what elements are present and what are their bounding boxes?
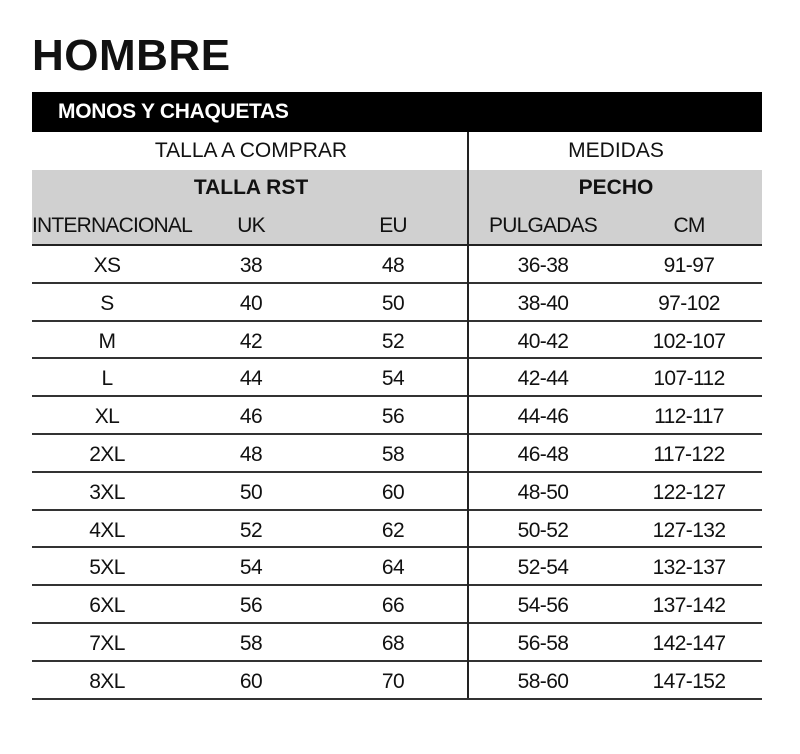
cell-pulgadas: 40-42	[517, 329, 569, 353]
table-row	[32, 397, 762, 435]
cell-internacional: 3XL	[89, 480, 125, 504]
cell-cm: 127-132	[652, 518, 726, 542]
subgroup-header-row	[32, 170, 762, 206]
cell-eu: 66	[381, 594, 405, 618]
cell-eu: 68	[381, 631, 405, 655]
table-row	[32, 511, 762, 549]
table-row	[32, 586, 762, 624]
cell-uk: 58	[239, 631, 263, 655]
cell-eu: 54	[381, 367, 405, 391]
column-group-divider	[467, 132, 469, 698]
cell-eu: 48	[381, 254, 405, 277]
cell-pulgadas: 42-44	[517, 367, 569, 391]
cell-cm: 117-122	[653, 442, 725, 466]
cell-eu: 64	[381, 556, 405, 580]
table-row	[32, 284, 762, 322]
size-table-body	[32, 246, 762, 700]
cell-cm: 142-147	[652, 631, 726, 655]
subgroup-talla-rst: TALLA RST	[193, 176, 309, 199]
table-row	[32, 662, 762, 700]
table-row	[32, 359, 762, 397]
cell-internacional: XL	[94, 405, 120, 429]
cell-pulgadas: 46-48	[517, 442, 569, 466]
cell-uk: 52	[239, 518, 263, 542]
cell-internacional: 5XL	[89, 556, 125, 580]
page-title: HOMBRE	[32, 31, 231, 80]
column-header-cm: CM	[673, 214, 705, 237]
table-row	[32, 246, 762, 284]
cell-uk: 46	[239, 405, 263, 429]
cell-uk: 60	[239, 669, 263, 693]
table-row	[32, 435, 762, 473]
cell-eu: 62	[381, 518, 405, 542]
cell-eu: 50	[381, 291, 405, 315]
cell-pulgadas: 38-40	[517, 291, 569, 315]
cell-internacional: L	[101, 367, 113, 391]
cell-internacional: 8XL	[89, 669, 125, 693]
table-row	[32, 548, 762, 586]
cell-cm: 102-107	[652, 329, 726, 353]
cell-pulgadas: 56-58	[517, 631, 569, 655]
cell-uk: 48	[239, 442, 263, 466]
section-banner: MONOS Y CHAQUETAS	[32, 92, 762, 132]
cell-pulgadas: 48-50	[517, 480, 569, 504]
cell-internacional: 2XL	[89, 442, 125, 466]
column-header-pulgadas: PULGADAS	[489, 214, 597, 237]
cell-pulgadas: 54-56	[517, 594, 569, 618]
cell-cm: 107-112	[653, 367, 725, 391]
group-header-row	[32, 132, 762, 171]
cell-pulgadas: 36-38	[517, 254, 569, 277]
subgroup-pecho: PECHO	[578, 176, 654, 199]
cell-uk: 50	[239, 480, 263, 504]
cell-cm: 137-142	[652, 594, 726, 618]
cell-internacional: S	[100, 291, 114, 315]
cell-pulgadas: 50-52	[517, 518, 569, 542]
column-header-row	[32, 206, 762, 246]
column-header-eu: EU	[379, 214, 407, 237]
cell-uk: 38	[239, 254, 263, 277]
cell-uk: 54	[239, 556, 263, 580]
cell-uk: 42	[239, 329, 263, 353]
cell-cm: 97-102	[658, 291, 720, 315]
cell-eu: 70	[381, 669, 405, 693]
column-header-uk: UK	[237, 214, 265, 237]
cell-cm: 112-117	[654, 405, 724, 429]
cell-cm: 132-137	[652, 556, 726, 580]
cell-internacional: 4XL	[89, 518, 125, 542]
cell-uk: 56	[239, 594, 263, 618]
cell-pulgadas: 52-54	[517, 556, 569, 580]
group-talla-a-comprar: TALLA A COMPRAR	[154, 139, 348, 162]
cell-eu: 60	[381, 480, 405, 504]
cell-uk: 44	[239, 367, 263, 391]
cell-internacional: M	[98, 329, 116, 353]
column-header-internacional: INTERNACIONAL	[32, 214, 192, 237]
cell-uk: 40	[239, 291, 263, 315]
cell-cm: 147-152	[652, 669, 726, 693]
cell-eu: 56	[381, 405, 405, 429]
cell-internacional: 6XL	[89, 594, 125, 618]
table-row	[32, 473, 762, 511]
cell-cm: 91-97	[663, 254, 715, 277]
cell-eu: 58	[381, 442, 405, 466]
cell-pulgadas: 58-60	[517, 669, 569, 693]
table-row	[32, 322, 762, 360]
cell-internacional: 7XL	[89, 631, 125, 655]
cell-eu: 52	[381, 329, 405, 353]
cell-pulgadas: 44-46	[517, 405, 569, 429]
cell-internacional: XS	[93, 254, 121, 277]
group-medidas: MEDIDAS	[568, 139, 664, 162]
cell-cm: 122-127	[652, 480, 726, 504]
table-row	[32, 624, 762, 662]
